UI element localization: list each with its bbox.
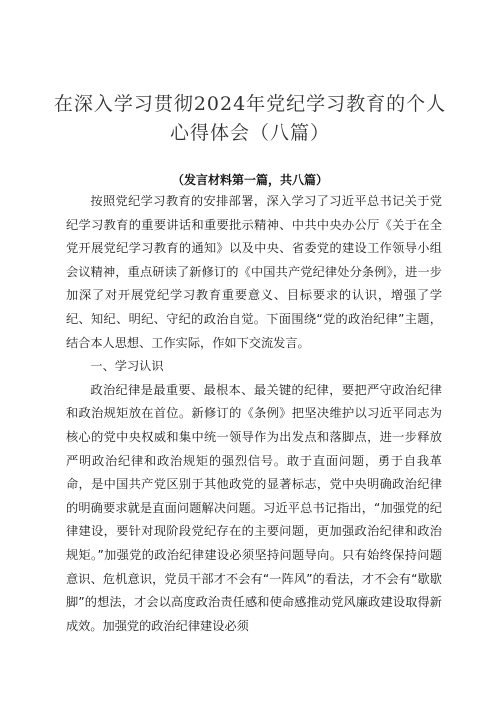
paragraph-political-discipline: 政治纪律是最重要、最根本、最关键的纪律，要把严守政治纪律和政治规矩放在首位。新修订的《条例》把坚决维护以习近平同志为核心的党中央权威和集中统一领导作为出发点和落脚点，进一步释放严明政治纪律和政治规矩的强烈信号。敢于直面问题，勇于自我革命，是中国共产党区别于其他政党的显著标志，党中央明确政治纪律的明确要求就是直面问题解决问题。习近平总书记指出，“加强党的纪律建设，要针对现阶段党纪存在的主要问题，更加强政治纪律和政治规矩。”加强党的政治纪律建设必须坚持问题导向。只有始终保持问题意识、危机意识，党员干部才不会有“一阵风”的看法，才不会有“歇歇脚”的想法，才会以高度政治责任感和使命感推动党风廉政建设取得新成效。加强党的政治纪律建设必须 (66, 382, 442, 633)
document-title: 在深入学习贯彻2024年党纪学习教育的个人心得体会（八篇） (53, 93, 447, 144)
document-subtitle: （发言材料第一篇，共八篇） (171, 173, 328, 187)
section-heading: 一、学习认识 (90, 359, 164, 374)
paragraph-intro: 按照党纪学习教育的安排部署，深入学习了习近平总书记关于党纪学习教育的重要讲话和重要批示精神、中共中央办公厅《关于在全党开展党纪学习教育的通知》以及中央、省委党的建设工作领导小组会议精神，重点研读了新修订的《中国共产党纪律处分条例》，进一步加深了对开展党纪学习教育重要意义、目标要求的认识，增强了学纪、知纪、明纪、守纪的政治自觉。下面围绕“党的政治纪律”主题，结合本人思想、工作实际，作如下交流发言。 (66, 194, 442, 350)
document-body (66, 190, 442, 638)
